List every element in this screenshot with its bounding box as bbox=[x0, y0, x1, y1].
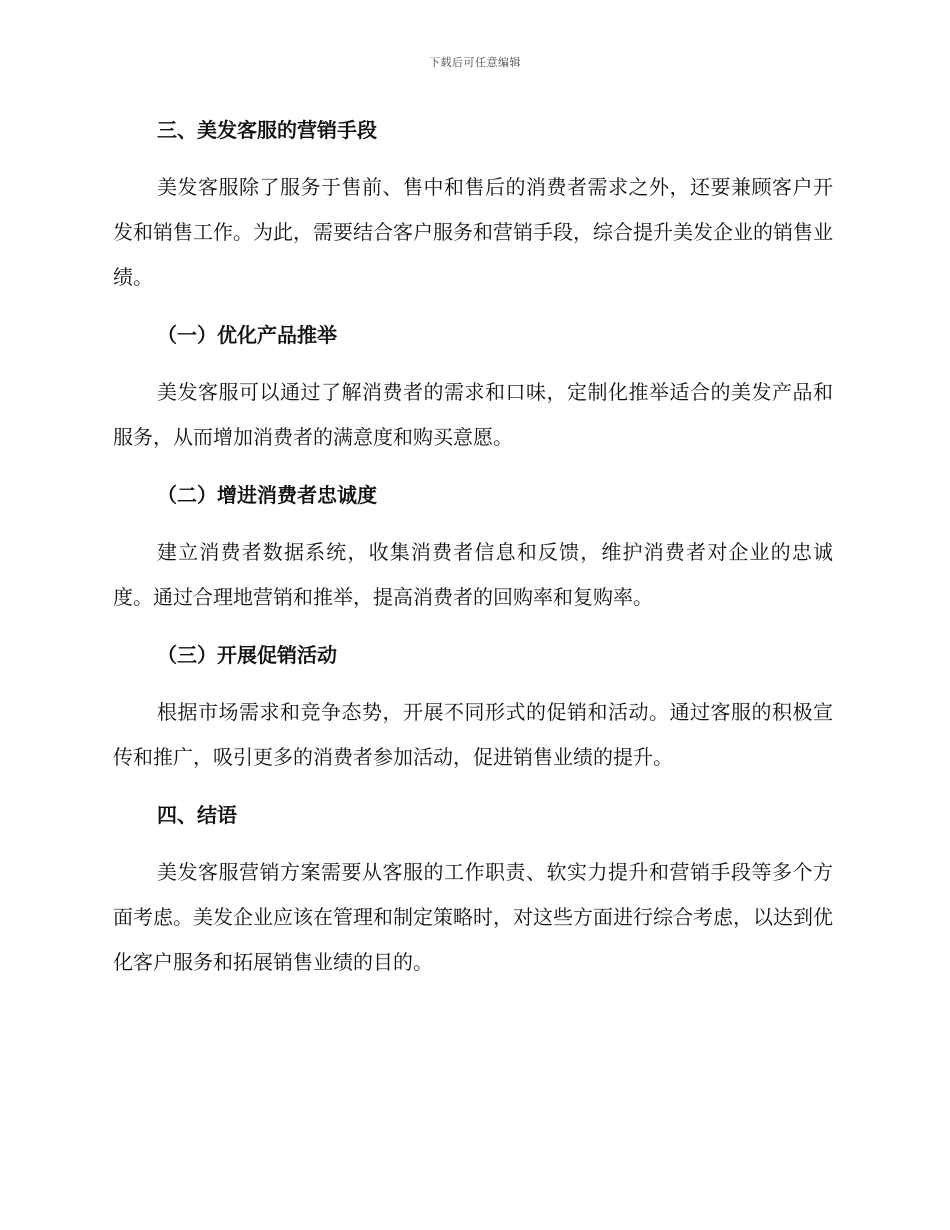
subheading-promotion-activities: （三）开展促销活动 bbox=[157, 643, 337, 667]
document-body bbox=[113, 108, 833, 998]
subheading-product-recommendation: （一）优化产品推举 bbox=[157, 323, 337, 347]
paragraph-marketing-intro: 美发客服除了服务于售前、售中和售后的消费者需求之外，还要兼顾客户开发和销售工作。为此，需要结合客户服务和营销手段，综合提升美发企业的销售业绩。 bbox=[113, 175, 833, 289]
paragraph-product-recommendation: 美发客服可以通过了解消费者的需求和口味，定制化推举适合的美发产品和服务，从而增加消费者的满意度和购买意愿。 bbox=[113, 380, 833, 449]
section-heading-marketing: 三、美发客服的营销手段 bbox=[157, 118, 377, 142]
header-note: 下载后可任意编辑 bbox=[429, 56, 521, 69]
section-heading-conclusion: 四、结语 bbox=[157, 803, 237, 827]
paragraph-conclusion: 美发客服营销方案需要从客服的工作职责、软实力提升和营销手段等多个方面考虑。美发企业应该在管理和制定策略时，对这些方面进行综合考虑，以达到优化客户服务和拓展销售业绩的目的。 bbox=[113, 860, 833, 974]
paragraph-customer-loyalty: 建立消费者数据系统，收集消费者信息和反馈，维护消费者对企业的忠诚度。通过合理地营销和推举，提高消费者的回购率和复购率。 bbox=[113, 540, 833, 609]
paragraph-promotion-activities: 根据市场需求和竞争态势，开展不同形式的促销和活动。通过客服的积极宣传和推广，吸引更多的消费者参加活动，促进销售业绩的提升。 bbox=[113, 700, 833, 769]
subheading-customer-loyalty: （二）增进消费者忠诚度 bbox=[157, 483, 377, 507]
